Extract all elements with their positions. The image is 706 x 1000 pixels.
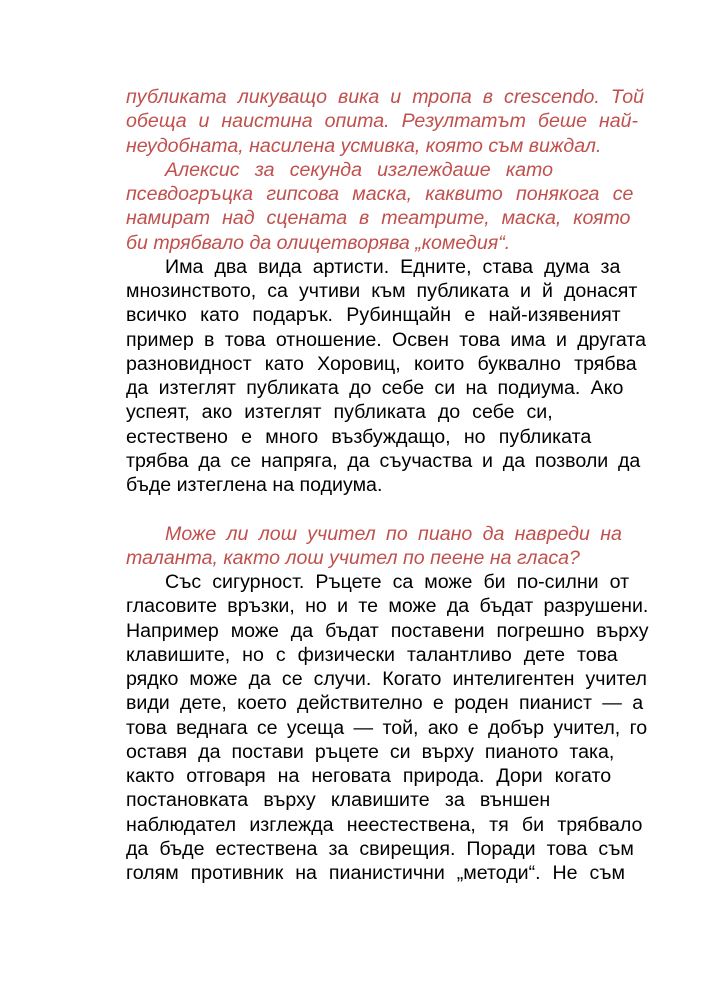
text-line: бъде изтеглена на подиума. — [126, 474, 383, 496]
text-line: псевдогръцка гипсова маска, каквито понякога се — [126, 183, 634, 205]
text-line: публиката ликуващо вика и тропа в crescendo. Той — [126, 86, 644, 108]
paragraph-two-kinds-of-artists — [87, 255, 646, 498]
text-line: неудобната, насилена усмивка, която съм виждал. — [126, 134, 602, 157]
text-line: обеща и наистина опита. Резултатът беше най- — [126, 110, 639, 133]
text-line: мнозинството, са учтиви към публиката и й донасят — [126, 280, 638, 302]
text-line: Със сигурност. Ръцете са може би по-силни от — [165, 571, 630, 593]
text-line: да бъде естествена за свирещия. Поради това съм — [126, 837, 634, 860]
text-line: клавишите, но с физически талантливо дете това — [126, 643, 618, 666]
text-line: пример в това отношение. Освен това има и другата — [126, 328, 646, 351]
text-line: гласовите връзки, но и те може да бъдат разрушени. — [126, 595, 649, 618]
text-line: разновидност като Хоровиц, които буквално трябва — [126, 352, 637, 375]
text-line: види дете, което действително е роден пианист — а — [126, 692, 644, 715]
text-line: успеят, ако изтеглят публиката до себе си, — [126, 401, 553, 424]
text-line: Алексис за секунда изглеждаше като — [165, 158, 554, 181]
paragraph-italic-alexis — [87, 158, 634, 255]
text-line: естествено е много възбуждащо, но публиката — [126, 425, 592, 448]
text-line: Има два вида артисти. Едните, става дума за — [165, 255, 621, 278]
text-line: оставя да постави ръцете си върху пианото така, — [126, 740, 615, 763]
paragraph-gap — [87, 497, 620, 521]
document-page — [87, 85, 649, 885]
text-line: би трябвало да олицетворява „комедия“. — [126, 231, 511, 254]
paragraph-italic-continuation — [87, 85, 644, 158]
text-line: трябва да се напряга, да съучаства и да позволи да — [126, 449, 641, 472]
text-line: да изтеглят публиката до себе си на подиума. Ако — [126, 377, 624, 399]
text-line: таланта, както лош учител по пеене на гласа? — [126, 546, 580, 569]
interview-question — [87, 522, 620, 571]
text-line: както отговаря на неговата природа. Дори когато — [126, 765, 612, 787]
text-line: Може ли лош учител по пиано да навреди на — [165, 522, 622, 545]
text-line: постановката върху клавишите за външен — [126, 789, 551, 812]
text-line: това веднага се усеща — той, ако е добър учител, го — [126, 716, 648, 739]
text-line: наблюдател изглежда неестествена, тя би трябвало — [126, 813, 643, 836]
text-line: голям противник на пианистични „методи“. Не съм — [126, 862, 625, 884]
text-line: рядко може да се случи. Когато интелигентен учител — [126, 668, 647, 690]
text-line: Например може да бъдат поставени погрешно върху — [126, 619, 649, 642]
text-line: намират над сцената в театрите, маска, която — [126, 207, 631, 230]
interview-answer — [87, 570, 649, 885]
text-line: всичко като подарък. Рубинщайн е най-изявеният — [126, 304, 621, 327]
